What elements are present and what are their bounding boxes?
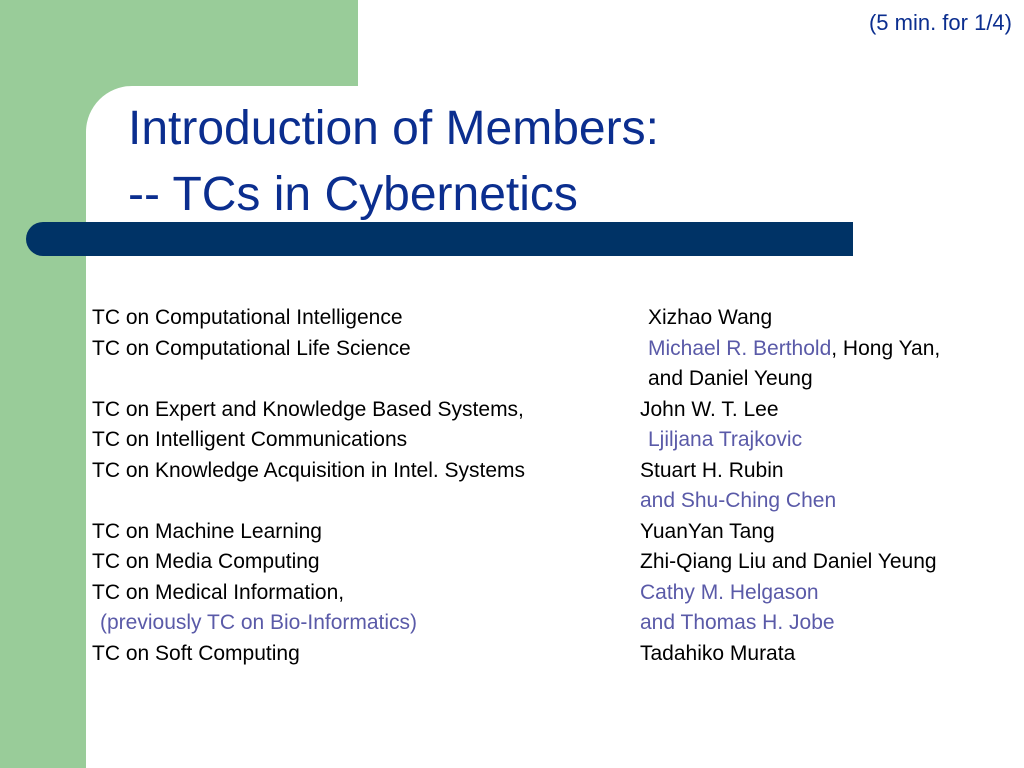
member-row <box>92 517 1022 548</box>
member-row-continuation <box>92 486 1022 517</box>
member-row <box>92 303 1022 334</box>
tc-name: TC on Computational Life Science <box>92 336 411 360</box>
member-list <box>92 303 1022 669</box>
tc-name: TC on Medical Information, <box>92 580 345 604</box>
member-row-continuation <box>92 364 1022 395</box>
chair-link[interactable]: and Thomas H. Jobe <box>640 611 835 634</box>
chair-link[interactable]: Ljiljana Trajkovic <box>648 428 803 451</box>
tc-name: TC on Soft Computing <box>92 641 300 665</box>
member-row <box>92 334 1022 365</box>
chair-name: YuanYan Tang <box>640 519 775 543</box>
slide-title <box>128 96 659 228</box>
member-row <box>92 578 1022 609</box>
member-row <box>92 425 1022 456</box>
time-note: (5 min. for 1/4) <box>868 10 1012 35</box>
member-row <box>92 395 1022 426</box>
chair-link[interactable]: Michael R. Berthold <box>648 336 832 360</box>
tc-name: TC on Knowledge Acquisition in Intel. Systems <box>92 458 526 482</box>
tc-name: TC on Intelligent Communications <box>92 428 408 451</box>
chair-continuation: , Hong Yan, <box>831 336 941 360</box>
chair-link[interactable]: Cathy M. Helgason <box>640 580 819 604</box>
chair-name: and Daniel Yeung <box>648 367 813 390</box>
member-row <box>92 547 1022 578</box>
tc-name: TC on Expert and Knowledge Based Systems, <box>92 397 524 421</box>
member-row <box>92 639 1022 670</box>
tc-name: TC on Media Computing <box>92 550 320 573</box>
chair-name <box>648 334 940 365</box>
title-line-2: -- TCs in Cybernetics <box>128 168 578 221</box>
chair-name: John W. T. Lee <box>640 397 779 421</box>
tc-name: TC on Machine Learning <box>92 519 322 543</box>
chair-name: Zhi-Qiang Liu and Daniel Yeung <box>640 550 937 573</box>
chair-link[interactable]: and Shu-Ching Chen <box>640 489 837 512</box>
member-row-continuation <box>92 608 1022 639</box>
chair-name: Xizhao Wang <box>648 306 773 329</box>
member-row <box>92 456 1022 487</box>
tc-subtitle: (previously TC on Bio-Informatics) <box>100 611 418 634</box>
tc-name: TC on Computational Intelligence <box>92 306 403 329</box>
title-line-1: Introduction of Members: <box>128 102 659 155</box>
chair-name: Tadahiko Murata <box>640 641 796 665</box>
chair-name: Stuart H. Rubin <box>640 458 784 482</box>
